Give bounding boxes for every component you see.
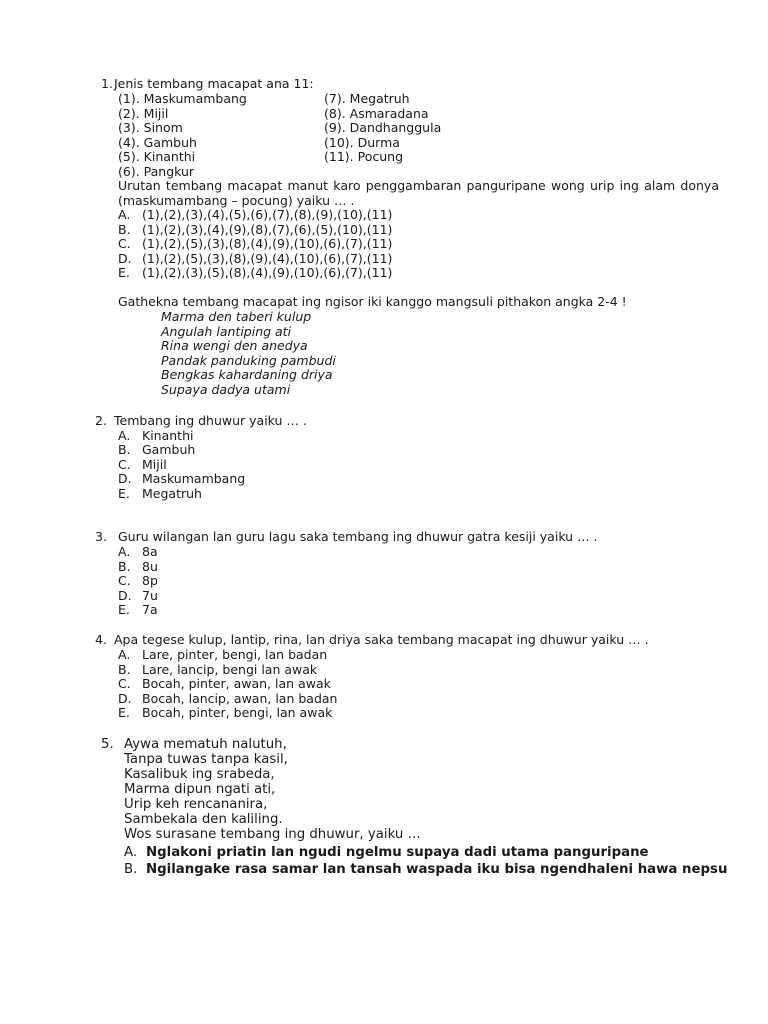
stanza-line: Marma den taberi kulup xyxy=(161,309,312,324)
option-text: Megatruh xyxy=(142,485,202,501)
list-item: (10). Durma xyxy=(324,134,400,150)
question-number: 2. xyxy=(95,413,107,428)
poem-line: Marma dipun ngati ati, xyxy=(124,782,276,797)
option-letter: E. xyxy=(118,705,130,720)
question-text: Apa tegese kulup, lantip, rina, lan driya saka tembang macapat ing dhuwur yaiku … . xyxy=(114,632,649,647)
option-text: 7a xyxy=(142,602,158,617)
option-text: (1),(2),(3),(4),(5),(6),(7),(8),(9),(10),(11) xyxy=(142,207,393,222)
option-letter: B. xyxy=(118,661,131,677)
stanza-line: Pandak panduking pambudi xyxy=(161,352,336,368)
option-letter: A. xyxy=(118,647,131,662)
option-text: (1),(2),(5),(3),(8),(4),(9),(10),(6),(7),(11) xyxy=(142,236,393,251)
option-text: 8p xyxy=(142,573,158,588)
poem-line: Sambekala den kaliling. xyxy=(124,812,283,827)
list-item: (4). Gambuh xyxy=(118,134,197,150)
question-text: Urutan tembang macapat manut karo penggambaran panguripane wong urip ing alam donya xyxy=(118,178,719,193)
option-text: Mijil xyxy=(142,456,167,472)
poem-line: Kasalibuk ing srabeda, xyxy=(124,767,275,782)
poem-line: Urip keh rencananira, xyxy=(124,797,268,812)
option-text: Bocah, pinter, awan, lan awak xyxy=(142,676,331,691)
list-item: (3). Sinom xyxy=(118,120,183,135)
option-letter: D. xyxy=(118,587,132,603)
option-text: Bocah, pinter, bengi, lan awak xyxy=(142,705,333,720)
stanza-line: Rina wengi den anedya xyxy=(161,338,308,353)
list-item: (7). Megatruh xyxy=(324,91,410,106)
stanza-line: Supaya dadya utami xyxy=(161,381,291,397)
question-number: 5. xyxy=(101,737,114,752)
poem-line: Aywa mematuh nalutuh, xyxy=(124,737,287,752)
option-letter: A. xyxy=(124,845,138,860)
list-item: (6). Pangkur xyxy=(118,163,195,179)
option-text: 7u xyxy=(142,587,158,603)
option-text: Kinanthi xyxy=(142,427,194,443)
option-text: (1),(2),(3),(4),(9),(8),(7),(6),(5),(10),(11) xyxy=(142,221,393,237)
question-number: 4. xyxy=(95,632,107,647)
option-letter: D. xyxy=(118,471,132,486)
option-letter: B. xyxy=(118,221,131,237)
question-text: Tembang ing dhuwur yaiku … . xyxy=(114,413,307,428)
option-text: Lare, lancip, bengi lan awak xyxy=(142,661,318,677)
list-item: (2). Mijil xyxy=(118,105,169,121)
question-text: Guru wilangan lan guru lagu saka tembang ing dhuwur gatra kesiji yaiku … . xyxy=(118,529,598,544)
option-text: Ngilangake rasa samar lan tansah waspada iku bisa ngendhaleni hawa nepsu xyxy=(146,862,728,877)
option-letter: A. xyxy=(118,427,131,443)
option-text: Bocah, lancip, awan, lan badan xyxy=(142,690,338,706)
list-item: (8). Asmaradana xyxy=(324,105,429,121)
option-text: 8u xyxy=(142,558,158,574)
option-text: Lare, pinter, bengi, lan badan xyxy=(142,647,328,662)
instruction-text: Gathekna tembang macapat ing ngisor iki kanggo mangsuli pithakon angka 2-4 ! xyxy=(118,294,627,309)
option-letter: B. xyxy=(118,442,131,457)
option-letter: E. xyxy=(118,602,130,617)
option-letter: C. xyxy=(118,573,131,588)
list-item: (11). Pocung xyxy=(324,149,403,164)
option-letter: D. xyxy=(118,690,132,706)
option-letter: C. xyxy=(118,456,131,472)
stanza-line: Angulah lantiping ati xyxy=(161,323,292,339)
list-item: (9). Dandhanggula xyxy=(324,120,442,135)
option-text: (1),(2),(3),(5),(8),(4),(9),(10),(6),(7),(11) xyxy=(142,265,393,280)
question-intro: Jenis tembang macapat ana 11: xyxy=(114,76,314,91)
list-item: (5). Kinanthi xyxy=(118,149,196,164)
question-text: Wos surasane tembang ing dhuwur, yaiku … xyxy=(124,827,421,842)
option-letter: A. xyxy=(118,544,131,559)
option-text: (1),(2),(5),(3),(8),(9),(4),(10),(6),(7),(11) xyxy=(142,250,393,266)
question-number: 1. xyxy=(101,76,113,91)
option-text: Maskumambang xyxy=(142,471,246,486)
option-letter: B. xyxy=(118,558,131,574)
list-item: (1). Maskumambang xyxy=(118,91,247,106)
question-text: (maskumambang – pocung) yaiku … . xyxy=(118,192,355,208)
option-text: 8a xyxy=(142,544,158,559)
question-number: 3. xyxy=(95,529,107,544)
option-letter: C. xyxy=(118,236,131,251)
option-letter: B. xyxy=(124,862,138,877)
option-text: Nglakoni priatin lan ngudi ngelmu supaya dadi utama panguripane xyxy=(146,845,649,860)
option-letter: C. xyxy=(118,676,131,691)
option-letter: A. xyxy=(118,207,131,222)
option-text: Gambuh xyxy=(142,442,196,457)
option-letter: D. xyxy=(118,250,132,266)
poem-line: Tanpa tuwas tanpa kasil, xyxy=(124,752,288,767)
option-letter: E. xyxy=(118,265,130,280)
stanza-line: Bengkas kahardaning driya xyxy=(161,367,333,382)
option-letter: E. xyxy=(118,485,130,501)
